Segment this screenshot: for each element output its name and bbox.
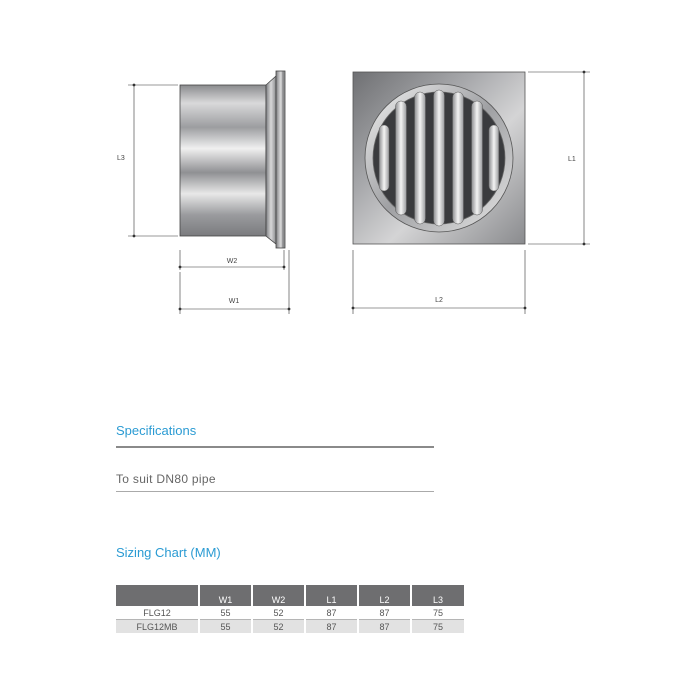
sizing-chart-title: Sizing Chart (MM) [116,545,221,560]
cell-l2: 87 [358,620,411,634]
cell-w2: 52 [252,620,305,634]
label-l2: L2 [435,297,443,304]
specifications-text: To suit DN80 pipe [116,472,216,486]
column-header-w1: W1 [199,585,252,606]
cell-l3: 75 [411,606,464,620]
specifications-text-divider [116,491,434,492]
label-l1: L1 [568,156,576,163]
specifications-title: Specifications [116,423,197,438]
cell-l1: 87 [305,620,358,634]
dimension-l2 [352,250,527,314]
cell-model: FLG12MB [116,620,199,634]
specifications-divider [116,446,434,448]
label-w2: W2 [226,258,238,265]
cell-w1: 55 [199,606,252,620]
table-row [116,620,464,634]
drain-body [180,85,266,236]
cell-l2: 87 [358,606,411,620]
label-l3: L3 [117,155,125,162]
sizing-header-row [116,585,464,606]
dimension-l3 [117,84,178,238]
cell-w2: 52 [252,606,305,620]
label-w1: W1 [228,298,240,305]
column-header-model [116,585,199,606]
column-header-w2: W2 [252,585,305,606]
cell-w1: 55 [199,620,252,634]
drain-flange [276,71,285,248]
side-view [180,71,285,248]
front-view [353,72,525,244]
column-header-l3: L3 [411,585,464,606]
table-row [116,606,464,620]
column-header-l1: L1 [305,585,358,606]
cell-l3: 75 [411,620,464,634]
drain-collar [266,76,276,244]
grate-bars [379,90,499,226]
dimension-w2 [179,250,286,270]
column-header-l2: L2 [358,585,411,606]
cell-l1: 87 [305,606,358,620]
cell-model: FLG12 [116,606,199,620]
product-drawing [0,0,700,340]
sizing-table [116,585,464,633]
dimension-l1 [528,71,590,246]
